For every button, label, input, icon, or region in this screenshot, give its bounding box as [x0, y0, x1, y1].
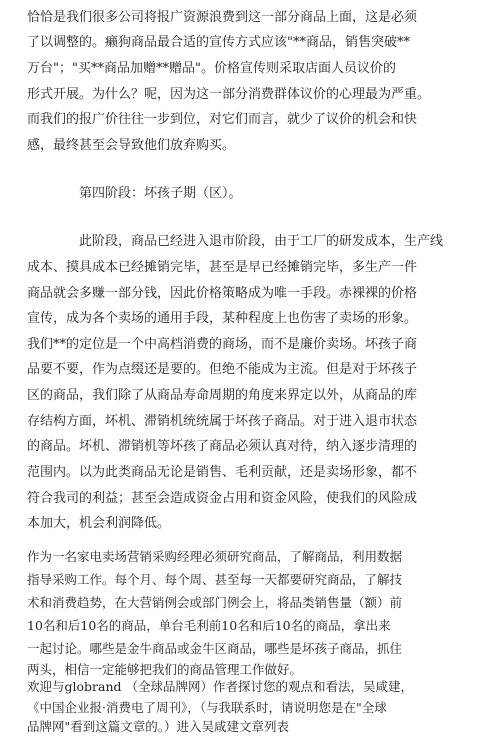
paragraph2-line: 商品就会多赚一部分钱，因此价格策略成为唯一手段。赤裸裸的价格	[27, 285, 418, 301]
paragraph3-line: 一起讨论。哪些是金牛商品或金牛区商品，哪些是坏孩子商品，抓住	[27, 641, 403, 656]
paragraph3-line: 术和消费趋势，在大营销例会或部门例会上，将品类销售量（额）前	[27, 595, 403, 610]
paragraph2-line: 的商品。坏机、滞销机等坏孩了商品必须认真对待，纳入逐步清理的	[27, 439, 418, 455]
footer-line: 品牌网"看到这篇文章的。）进入吴咸建文章列表	[27, 719, 290, 734]
paragraph1-line: 了以调整的。癞狗商品最合适的宣传方式应该"**商品，销售突破**	[27, 35, 410, 51]
paragraph2-line: 宣传，成为各个卖场的通用手段，某种程度上也伤害了卖场的形象。	[27, 311, 418, 327]
paragraph2-line: 品要不要，作为点缀还是要的。但绝不能成为主流。但是对于坏孩子	[27, 362, 418, 378]
paragraph1-line: 感，最终甚至会导致他们放弃购买。	[27, 137, 236, 153]
paragraph3-line: 两头，相信一定能够把我们的商品管理工作做好。	[27, 662, 303, 677]
paragraph2-line: 范围内。以为此类商品无论是销售、毛利贡献，还是卖场形象，都不	[27, 464, 418, 480]
paragraph1-line: 恰恰是我们很多公司将报广资源浪费到这一部分商品上面，这是必须	[27, 9, 418, 25]
paragraph2-line: 此阶段，商品已经进入退市阶段，由于工厂的研发成本，生产线	[79, 234, 444, 250]
paragraph1-line: 而我们的报广价往往一步到位，对它们而言，就少了议价的机会和快	[27, 112, 418, 128]
paragraph2-line: 存结构方面，坏机、滞销机统统属于坏孩子商品。对于进入退市状态	[27, 413, 418, 429]
paragraph2-line: 本加大，机会利润降低。	[27, 516, 171, 532]
paragraph2-line: 我们**的定位是一个中高档消费的商场，而不是廉价卖场。坏孩子商	[27, 336, 418, 352]
paragraph1-line: 万台"；"买**商品加赠**赠品"。价格宣传则采取店面人员议价的	[27, 61, 396, 77]
paragraph2-line: 区的商品，我们除了从商品寿命周期的角度来界定以外，从商品的库	[27, 388, 418, 404]
paragraph3-line: 作为一名家电卖场营销采购经理必须研究商品，了解商品，利用数据	[27, 549, 403, 564]
section-heading: 第四阶段：坏孩子期（区）。	[79, 186, 242, 202]
paragraph2-line: 成本、摸具成本已经摊销完毕，甚至是早已经摊销完毕，多生产一件	[27, 260, 418, 276]
paragraph2-line: 符合我司的利益；甚至会造成资金占用和资金风险，使我们的风险成	[27, 490, 418, 506]
footer-line: 《中国企业报·消费电了周刊》，（与我联系时，请说明您是在"全球	[27, 700, 387, 715]
paragraph1-line: 形式开展。为什么？呢，因为这一部分消费群体议价的心理最为严重。	[27, 86, 431, 102]
paragraph3-line: 10名和后10名的商品，单台毛利前10名和后10名的商品，拿出来	[27, 618, 391, 633]
footer-line: 欢迎与globrand （全球品牌网）作者探讨您的观点和看法，吴咸建，	[27, 679, 413, 694]
paragraph3-line: 指导采购工作。每个月、每个周、甚至每一天都要研究商品，了解技	[27, 572, 403, 587]
